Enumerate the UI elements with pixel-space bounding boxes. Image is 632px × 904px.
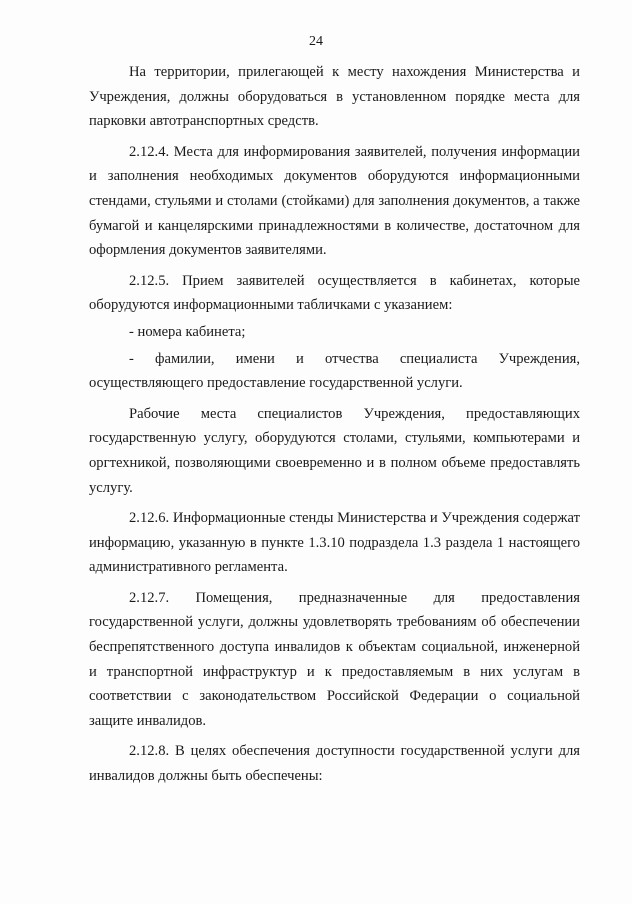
list-item-room-number: - номера кабинета; <box>129 323 246 340</box>
paragraph-2-12-4: 2.12.4. Места для информирования заявителей, получения информации и заполнения необходимых документов оборудуются информационными стендами, стульями и столами (стойками) для заполнения документов, а также бумагой и канцелярскими принадлежностями в количестве, достаточном для оформления документов заявителями. <box>89 143 580 259</box>
document-body <box>89 60 580 795</box>
paragraph-2-12-7: 2.12.7. Помещения, предназначенные для предоставления государственной услуги, должны удовлетворять требованиям об обеспечении беспрепятственного доступа инвалидов к объектам социальной, инженерной и транспортной инфраструктур и к предоставляемым в них услугам в соответствии с законодательством Российской Федерации о социальной защите инвалидов. <box>89 589 580 729</box>
paragraph-workplaces: Рабочие места специалистов Учреждения, предоставляющих государственную услугу, оборудуются столами, стульями, компьютерами и оргтехникой, позволяющими своевременно и в полном объеме предоставлять услугу. <box>89 405 580 496</box>
paragraph-parking: На территории, прилегающей к месту нахождения Министерства и Учреждения, должны оборудоваться в установленном порядке места для парковки автотранспортных средств. <box>89 64 580 130</box>
paragraph-2-12-8: 2.12.8. В целях обеспечения доступности государственной услуги для инвалидов должны быть обеспечены: <box>89 743 580 785</box>
page-number: 24 <box>309 34 323 49</box>
paragraph-2-12-6: 2.12.6. Информационные стенды Министерства и Учреждения содержат информацию, указанную в пункте 1.3.10 подраздела 1.3 раздела 1 настоящего административного регламента. <box>89 510 580 576</box>
list-item-specialist-name: - фамилии, имени и отчества специалиста Учреждения, осуществляющего предоставление государственной услуги. <box>89 350 580 392</box>
paragraph-2-12-5: 2.12.5. Прием заявителей осуществляется в кабинетах, которые оборудуются информационными табличками с указанием: <box>89 272 580 314</box>
